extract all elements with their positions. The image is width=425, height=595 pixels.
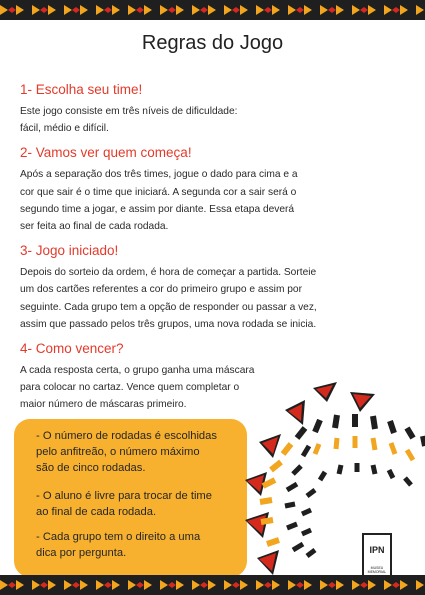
rule-text-4: A cada resposta certa, o grupo ganha uma máscara para colocar no cartaz. Vence quem completar o maior número de máscaras primeiro. xyxy=(20,365,255,411)
rule-title-1: 1- Escolha seu time! xyxy=(20,82,143,97)
rule-section-1 xyxy=(20,82,350,137)
rule-title-2: 2- Vamos ver quem começa! xyxy=(20,145,192,161)
rule-text-2: Após a separação dos três times, jogue o dado para cima e a cor que sair é o time que iniciará. A segunda cor a sair será o segundo time a jogar, e assim por diante. Essa etapa deverá ser feita ao final de cada rodada. xyxy=(20,169,298,233)
rule-section-3 xyxy=(20,243,350,333)
top-tribal-border xyxy=(0,0,425,20)
logo-sub-text: MUSEU MEMORIAL xyxy=(367,566,387,574)
tribal-sunburst-decoration xyxy=(245,380,425,575)
inner-ring xyxy=(302,463,411,556)
logo-main-text: IPN xyxy=(369,545,385,555)
rules-content xyxy=(20,82,350,422)
note-3: - Cada grupo tem o direito a uma dica por pergunta. xyxy=(36,531,201,559)
rule-title-4: 4- Como vencer? xyxy=(20,341,124,357)
rule-text-3: Depois do sorteio da ordem, é hora de começar a partida. Sorteie um dos cartões referentes a cor do primeiro grupo e assim por seguinte. Cada grupo tem a opção de responder ou passar a vez, assim que passado pelos três grupos, uma nova rodada se inicia. xyxy=(20,267,317,330)
rule-section-2 xyxy=(20,145,350,235)
notes-box xyxy=(14,419,247,577)
rule-text-1: Este jogo consiste em três níveis de dificuldade: fácil, médio e difícil. xyxy=(20,106,238,135)
middle-dashed-ring xyxy=(260,414,425,550)
page-title: Regras do Jogo xyxy=(141,32,284,54)
note-2: - O aluno é livre para trocar de time ao final de cada rodada. xyxy=(36,490,212,518)
rule-title-3: 3- Jogo iniciado! xyxy=(20,243,119,259)
outer-triangle-ring xyxy=(245,382,375,575)
bottom-tribal-border xyxy=(0,575,425,595)
note-1: - O número de rodadas é escolhidas pelo anfitreão, o número máximo são de cinco rodadas. xyxy=(36,430,217,474)
